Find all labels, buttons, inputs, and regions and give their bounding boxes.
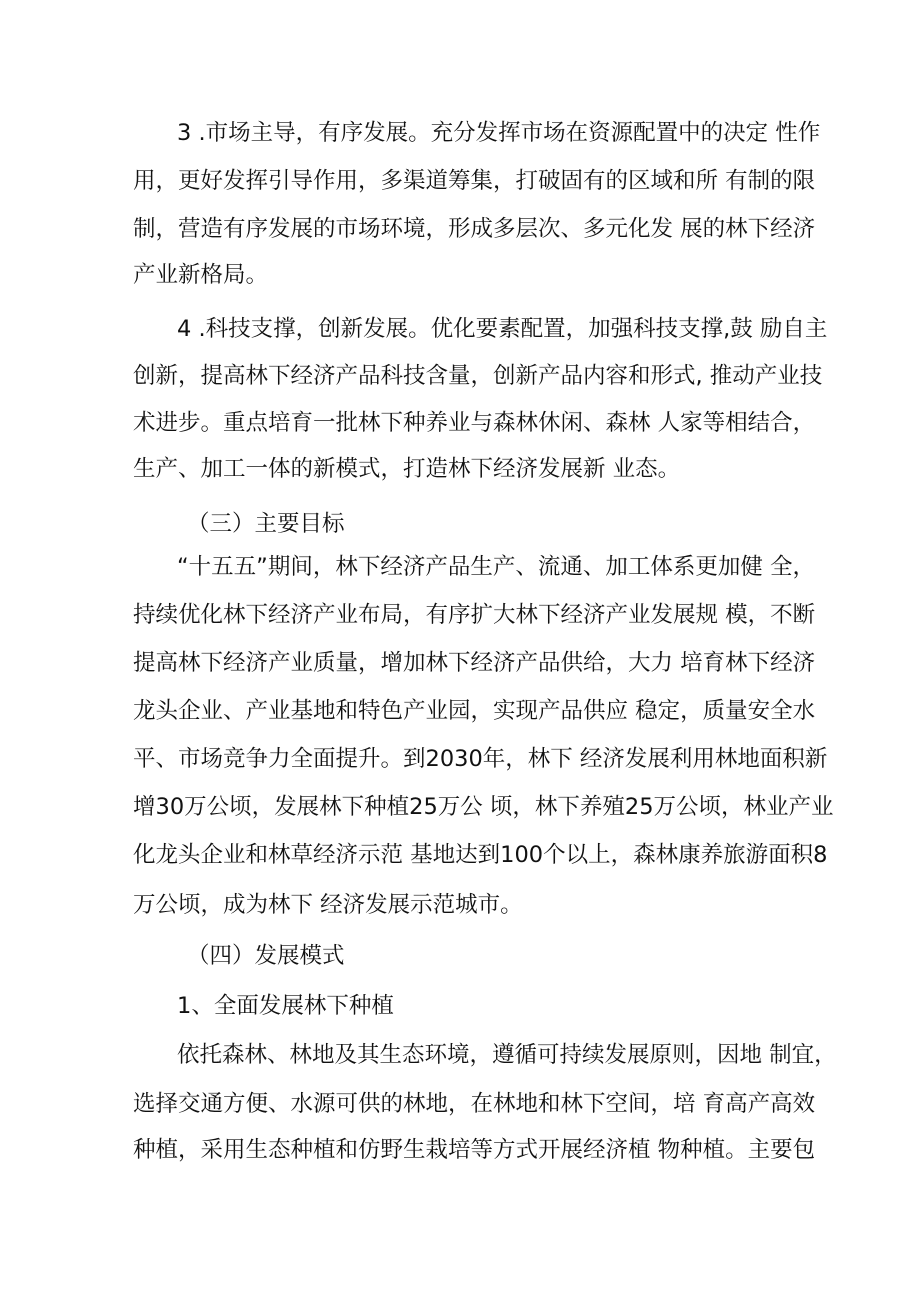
text-line: 创新，提高林下经济产品科技含量，创新产品内容和形式, 推动产业技 [133, 363, 823, 389]
section-heading: （三）主要目标 [187, 511, 345, 537]
text-line: 产业新格局。 [133, 262, 269, 288]
text-line: 依托森林、林地及其生态环境，遵循可持续发展原则，因地 制宜， [177, 1042, 837, 1068]
text-line: 4 .科技支撑，创新发展。优化要素配置，加强科技支撑,鼓 励自主 [177, 316, 828, 342]
text-line: 化龙头企业和林草经济示范 基地达到100个以上，森林康养旅游面积8 [133, 842, 828, 868]
text-line: 用，更好发挥引导作用，多渠道筹集，打破固有的区域和所 有制的限 [133, 168, 816, 194]
text-line: 制，营造有序发展的市场环境，形成多层次、多元化发 展的林下经济 [133, 216, 816, 242]
text-line: 龙头企业、产业基地和特色产业园，实现产品供应 稳定，质量安全水 [133, 698, 816, 724]
text-line: “十五五”期间，林下经济产品生产、流通、加工体系更加健 全， [177, 554, 815, 580]
text-line: 3 .市场主导，有序发展。充分发挥市场在资源配置中的决定 性作 [177, 120, 821, 146]
section-heading: （四）发展模式 [187, 943, 345, 969]
text-line: 平、市场竞争力全面提升。到2030年，林下 经济发展利用林地面积新 [133, 746, 828, 772]
text-line: 选择交通方便、水源可供的林地，在林地和林下空间，培 育高产高效 [133, 1091, 816, 1117]
text-line: 增30万公顷，发展林下种植25万公 顷，林下养殖25万公顷，林业产业 [133, 794, 834, 820]
text-line: 种植，采用生态种植和仿野生栽培等方式开展经济植 物种植。主要包 [133, 1137, 816, 1163]
text-line: 提高林下经济产业质量，增加林下经济产品供给，大力 培育林下经济 [133, 650, 816, 676]
text-line: 万公顷，成为林下 经济发展示范城市。 [133, 892, 523, 918]
text-line: 术进步。重点培育一批林下种养业与森林休闲、森林 人家等相结合， [133, 410, 816, 436]
subsection-heading: 1、全面发展林下种植 [177, 993, 394, 1019]
text-line: 持续优化林下经济产业布局，有序扩大林下经济产业发展规 模，不断 [133, 602, 816, 628]
text-line: 生产、加工一体的新模式，打造林下经济发展新 业态。 [133, 456, 681, 482]
